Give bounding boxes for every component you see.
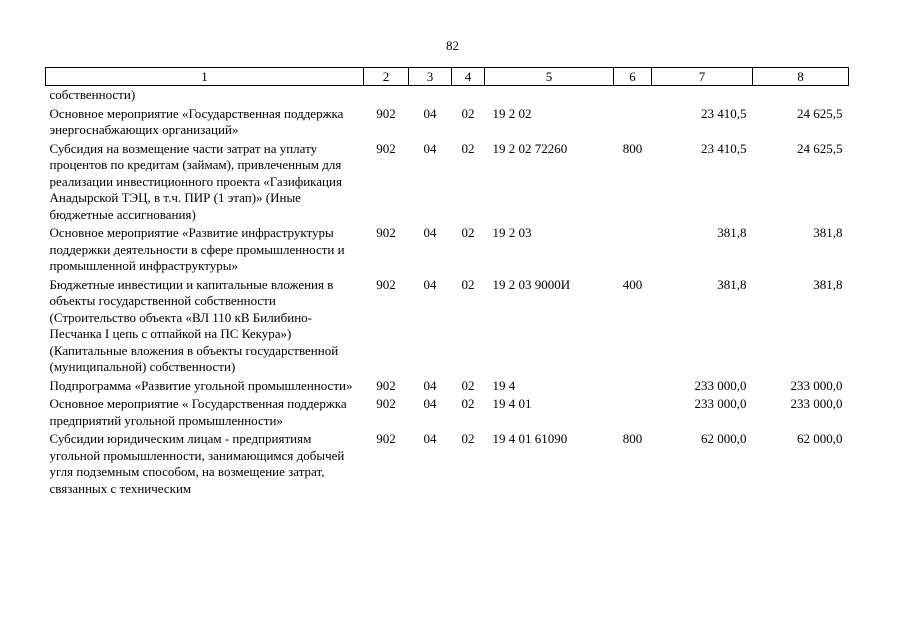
cell-subsection: 02 (461, 396, 475, 411)
cell-amount-1 (652, 86, 753, 105)
row-name: Субсидия на возмещение части затрат на уплату процентов по кредитам (займам), привлеченным для реализации инвестиционного проекта «Газификация Анадырской ТЭЦ, в т.ч. ПИР (1 этап)» (Иные бюджетные ассигнования) (49, 140, 342, 222)
cell-amount-1: 233 000,0 (694, 396, 747, 411)
cell-amount-2: 381,8 (813, 225, 843, 240)
cell-expense-type (614, 395, 652, 430)
cell-target-code (485, 86, 614, 105)
cell-amount-2: 62 000,0 (797, 431, 843, 446)
table-row (46, 395, 849, 430)
cell-subsection: 02 (461, 431, 475, 446)
cell-admin-code: 902 (376, 140, 396, 156)
cell-amount-2: 233 000,0 (790, 396, 843, 411)
cell-expense-type: 400 (622, 276, 643, 292)
cell-amount-2: 24 625,5 (797, 140, 843, 156)
cell-subsection (452, 86, 485, 105)
cell-admin-code: 902 (376, 396, 396, 411)
cell-target-code: 19 2 03 (492, 225, 532, 240)
cell-amount-1: 62 000,0 (701, 431, 747, 446)
cell-section: 04 (423, 225, 437, 240)
cell-amount-2: 24 625,5 (797, 105, 843, 121)
cell-admin-code: 902 (376, 276, 396, 292)
cell-amount-1: 23 410,5 (701, 105, 747, 121)
cell-target-code: 19 4 01 (492, 396, 532, 411)
cell-expense-type (614, 86, 652, 105)
column-header: 3 (409, 68, 452, 86)
cell-target-code: 19 2 03 9000И (492, 276, 571, 292)
cell-target-code: 19 4 (492, 377, 516, 393)
cell-section: 04 (423, 377, 437, 393)
cell-amount-1: 381,8 (717, 225, 747, 240)
cell-admin-code: 902 (376, 225, 396, 240)
row-name: Бюджетные инвестиции и капитальные вложения в объекты государственной собственности (Строительство объекта «ВЛ 110 кВ Билибино-Песчанка I цепь с отпайкой на ПС Кекура») (Капитальные вложения в объекты государственной (муниципальной) собственности) (49, 276, 339, 374)
cell-expense-type (614, 377, 652, 396)
cell-subsection: 02 (461, 105, 475, 121)
cell-admin-code: 902 (376, 105, 396, 121)
table-row (46, 140, 849, 225)
cell-expense-type: 800 (622, 431, 643, 446)
row-name: собственности) (49, 87, 136, 102)
row-name: Основное мероприятие «Развитие инфраструктуры поддержки деятельности в сфере промышленности и промышленной инфраструктуры» (49, 225, 345, 273)
column-header: 8 (753, 68, 849, 86)
cell-target-code: 19 2 02 72260 (492, 140, 568, 156)
row-name: Субсидии юридическим лицам - предприятиям угольной промышленности, занимающимся добычей угля подземным способом, на возмещение затрат, связанных с техническим (49, 431, 345, 496)
column-header: 6 (614, 68, 652, 86)
cell-amount-2: 381,8 (813, 276, 843, 292)
column-header: 2 (364, 68, 409, 86)
row-name: Основное мероприятие «Государственная поддержка энергоснабжающих организаций» (49, 105, 344, 137)
table-row (46, 224, 849, 276)
table-row (46, 86, 849, 105)
cell-target-code: 19 4 01 61090 (492, 431, 568, 446)
column-header: 1 (46, 68, 364, 86)
column-header: 7 (652, 68, 753, 86)
cell-section: 04 (423, 431, 437, 446)
header-row (46, 68, 849, 86)
cell-section: 04 (423, 140, 437, 156)
cell-admin-code (364, 86, 409, 105)
budget-table (45, 67, 849, 498)
cell-section (409, 86, 452, 105)
cell-expense-type (614, 224, 652, 276)
column-header: 5 (485, 68, 614, 86)
cell-amount-1: 381,8 (717, 276, 747, 292)
cell-amount-2 (753, 86, 849, 105)
table-row (46, 430, 849, 498)
column-header: 4 (452, 68, 485, 86)
row-name: Основное мероприятие « Государственная поддержка предприятий угольной промышленности» (49, 396, 347, 428)
cell-subsection: 02 (461, 276, 475, 292)
cell-section: 04 (423, 396, 437, 411)
cell-admin-code: 902 (376, 431, 396, 446)
table-row (46, 276, 849, 377)
cell-section: 04 (423, 276, 437, 292)
cell-admin-code: 902 (376, 377, 396, 393)
cell-expense-type (614, 105, 652, 140)
cell-amount-1: 233 000,0 (694, 377, 747, 393)
cell-expense-type: 800 (622, 140, 643, 156)
cell-target-code: 19 2 02 (492, 105, 532, 121)
row-name: Подпрограмма «Развитие угольной промышленности» (49, 377, 353, 393)
cell-section: 04 (423, 105, 437, 121)
cell-amount-1: 23 410,5 (701, 140, 747, 156)
cell-amount-2: 233 000,0 (790, 377, 843, 393)
cell-subsection: 02 (461, 140, 475, 156)
cell-subsection: 02 (461, 225, 475, 240)
page-number: 82 (446, 38, 459, 53)
table-row (46, 377, 849, 396)
cell-subsection: 02 (461, 377, 475, 393)
table-row (46, 105, 849, 140)
